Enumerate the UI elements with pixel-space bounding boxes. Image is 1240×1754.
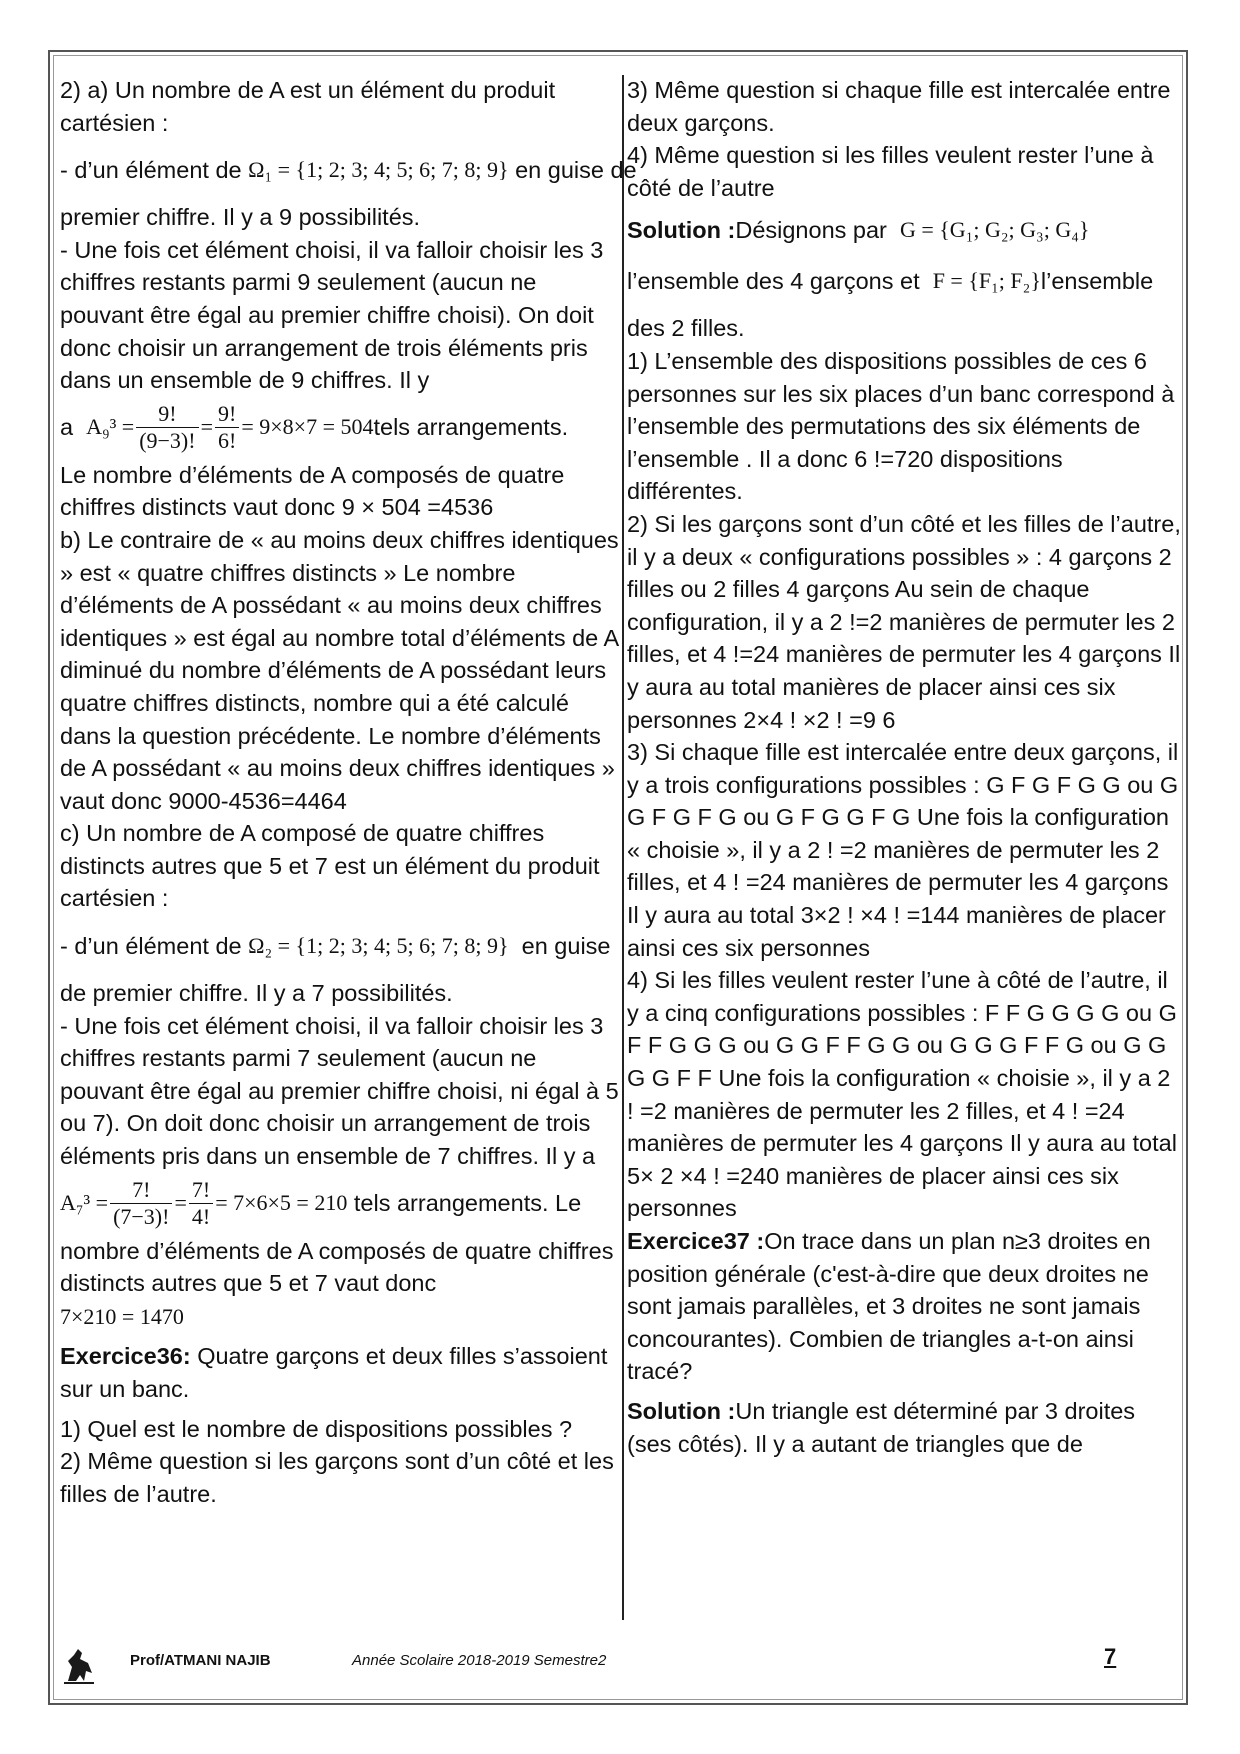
solution36-text: Désignons par xyxy=(735,217,887,244)
omega1-intro: - d’un élément de xyxy=(60,156,242,183)
fraction-numerator: 9! xyxy=(136,401,198,428)
left-paragraph-2a: 2) a) Un nombre de A est un élément du produit cartésien : xyxy=(60,77,556,136)
fraction-denominator: 4! xyxy=(191,1204,211,1230)
formula-a73-lhs: A₇³ = xyxy=(60,1190,109,1216)
formula-a93 xyxy=(60,397,620,459)
solution36-label: Solution : xyxy=(627,217,736,244)
omega1-tail: en guise de xyxy=(515,156,637,183)
left-paragraph-9-possibilities: premier chiffre. Il y a 9 possibilités. xyxy=(60,204,421,231)
left-paragraph-7-possibilities: de premier chiffre. Il y a 7 possibilités. xyxy=(60,980,453,1007)
formula-a93-tail: tels arrangements. xyxy=(373,414,569,441)
set-g-formula: G = {G₁; G₂; G₃; G₄} xyxy=(899,217,1090,243)
set-f-tail: l’ensemble xyxy=(1040,268,1154,295)
right-paragraph-2-filles: des 2 filles. xyxy=(627,315,745,342)
left-paragraph-choice-7: - Une fois cet élément choisi, il va falloir choisir les 3 chiffres restants parmi 7 seulement (aucun ne pouvant être égal au premier chiffre choisi, ni égal à 5 ou 7). On doit donc choisir un arrangement de trois éléments pris dans un ensemble de 7 chiffres. Il y a xyxy=(60,1012,619,1170)
figure-logo-icon xyxy=(62,1645,96,1685)
fraction-9-over-6 xyxy=(215,401,239,454)
solution36-part3: 3) Si chaque fille est intercalée entre deux garçons, il y a trois configurations possibles : G F G F G G ou G G F G F G ou G F G G F G Une fois la configuration « choisie », il y a 2 ! =2 manières de permuter les 2 filles, et 4 ! =24 manières de permuter les 4 garçons Il y aura au total 3×2 ! ×4 ! =144 manières de placer ainsi ces six personnes xyxy=(627,739,1179,961)
column-divider xyxy=(622,75,624,1620)
footer-author: Prof/ATMANI NAJIB xyxy=(130,1652,271,1669)
fraction-denominator: 6! xyxy=(218,428,237,454)
set-f-formula: F = {F₁; F₂} xyxy=(932,268,1041,294)
exercise36-q1: 1) Quel est le nombre de dispositions possibles ? xyxy=(60,1415,573,1442)
equals-sign: = xyxy=(174,1190,187,1216)
fraction-numerator: 9! xyxy=(215,401,239,428)
result-1470-text: nombre d’éléments de A composés de quatre chiffres distincts autres que 5 et 7 vaut donc xyxy=(60,1237,614,1297)
fraction-7-over-4 xyxy=(189,1177,213,1230)
formula-a73-tail: tels arrangements. Le xyxy=(353,1190,582,1217)
solution36-part4: 4) Si les filles veulent rester l’une à côté de l’autre, il y a cinq configurations possibles : F F G G G G ou G F F G G G ou G G F F G G ou G G G F F G ou G G G G F F Une fois la configuration « choisie », il y a 2 ! =2 manières de permuter les 2 filles, et 4 ! =24 manières de permuter les 4 garçons Il y aura au total 5× 2 ×4 ! =240 manières de placer ainsi ces six personnes xyxy=(627,967,1177,1222)
fraction-numerator: 7! xyxy=(189,1177,213,1204)
solution37 xyxy=(627,1395,1182,1460)
page-number: 7 xyxy=(1104,1644,1117,1669)
left-paragraph-choice: - Une fois cet élément choisi, il va falloir choisir les 3 chiffres restants parmi 9 seulement (aucun ne pouvant être égal au premier chiffre choisi). On doit donc choisir un arrangement de trois éléments pris dans un ensemble de 9 chiffres. Il y xyxy=(60,236,604,394)
fraction-denominator: (9−3)! xyxy=(139,428,196,454)
solution36-intro xyxy=(627,210,1182,250)
left-paragraph-2c: c) Un nombre de A composé de quatre chiffres distincts autres que 5 et 7 est un élément du produit cartésien : xyxy=(60,820,600,912)
fraction-numerator: 7! xyxy=(110,1177,172,1204)
omega2-line xyxy=(60,915,620,977)
solution36-part1: 1) L’ensemble des dispositions possibles de ces 6 personnes sur les six places d’un banc correspond à l’ensemble des permutations des six éléments de l’ensemble . Il a donc 6 !=720 dispositions différentes. xyxy=(627,347,1175,505)
solution36-part2: 2) Si les garçons sont d’un côté et les filles de l’autre, il y a deux « configurations possibles » : 4 garçons 2 filles ou 2 filles 4 garçons Au sein de chaque configuration, il y a 2 !=2 manières de permuter les 2 filles, et 4 !=24 manières de permuter les 4 garçons Il y aura au total manières de placer ainsi ces six personnes 2×4 ! ×2 ! =9 6 xyxy=(627,510,1181,733)
exercise37-title: Exercice37 : xyxy=(627,1228,765,1254)
equals-sign: = xyxy=(200,414,214,440)
left-column xyxy=(60,74,637,1510)
left-paragraph-1470 xyxy=(60,1235,620,1334)
set-f-intro: l’ensemble des 4 garçons et xyxy=(627,268,920,295)
omega1-line xyxy=(60,139,637,201)
left-paragraph-2b: b) Le contraire de « au moins deux chiffres identiques » est « quatre chiffres distincts » Le nombre d’éléments de A possédant « au moins deux chiffres identiques » est égal au nombre total d’éléments de A diminué du nombre d’éléments de A possédant leurs quatre chiffres distincts, nombre qui a été calculé dans la question précédente. Le nombre d’éléments de A possédant « au moins deux chiffres identiques » vaut donc 9000-4536=4464 xyxy=(60,526,619,814)
exercise37-text: On trace dans un plan n≥3 droites en position générale (c'est-à-dire que deux droites ne sont jamais parallèles, et 3 droites ne sont jamais concourantes). Combien de triangles a-t-on ainsi tracé? xyxy=(627,1228,1151,1385)
exercise37 xyxy=(627,1225,1182,1388)
fraction-denominator: (7−3)! xyxy=(113,1204,170,1230)
omega1-formula: Ω₁ = {1; 2; 3; 4; 5; 6; 7; 8; 9} xyxy=(248,156,509,182)
right-column xyxy=(627,74,1182,1460)
left-paragraph-4536: Le nombre d’éléments de A composés de quatre chiffres distincts vaut donc 9 × 504 =4536 xyxy=(60,461,565,521)
exercise36-q4: 4) Même question si les filles veulent rester l’une à côté de l’autre xyxy=(627,142,1154,201)
exercise36-q2: 2) Même question si les garçons sont d’un côté et les filles de l’autre. xyxy=(60,1448,614,1507)
result-1470-formula: 7×210 = 1470 xyxy=(60,1303,184,1329)
solution37-label: Solution : xyxy=(627,1397,736,1424)
exercise36 xyxy=(60,1340,620,1405)
omega2-intro: - d’un élément de xyxy=(60,932,242,959)
omega2-formula: Ω₂ = {1; 2; 3; 4; 5; 6; 7; 8; 9} xyxy=(248,932,509,958)
fraction-9-over-9-3 xyxy=(136,401,198,454)
set-f-line xyxy=(627,250,1182,312)
solution37-text: Un triangle est déterminé par 3 droites (ses côtés). Il y a autant de triangles que de xyxy=(627,1397,1136,1457)
formula-a93-prefix: a xyxy=(60,414,74,441)
formula-a93-lhs: A₉³ = xyxy=(86,414,135,440)
omega2-tail: en guise xyxy=(521,932,611,959)
footer-school-year: Année Scolaire 2018-2019 Semestre2 xyxy=(352,1652,607,1669)
exercise36-title: Exercice36: xyxy=(60,1343,191,1370)
formula-a93-rhs: = 9×8×7 = 504 xyxy=(241,414,374,440)
exercise36-q3: 3) Même question si chaque fille est intercalée entre deux garçons. xyxy=(627,77,1171,136)
exercise36-text: Quatre garçons et deux filles s’assoient sur un banc. xyxy=(60,1343,608,1402)
formula-a73 xyxy=(60,1173,620,1235)
formula-a73-rhs: = 7×6×5 = 210 xyxy=(215,1190,348,1216)
fraction-7-over-7-3 xyxy=(110,1177,172,1230)
